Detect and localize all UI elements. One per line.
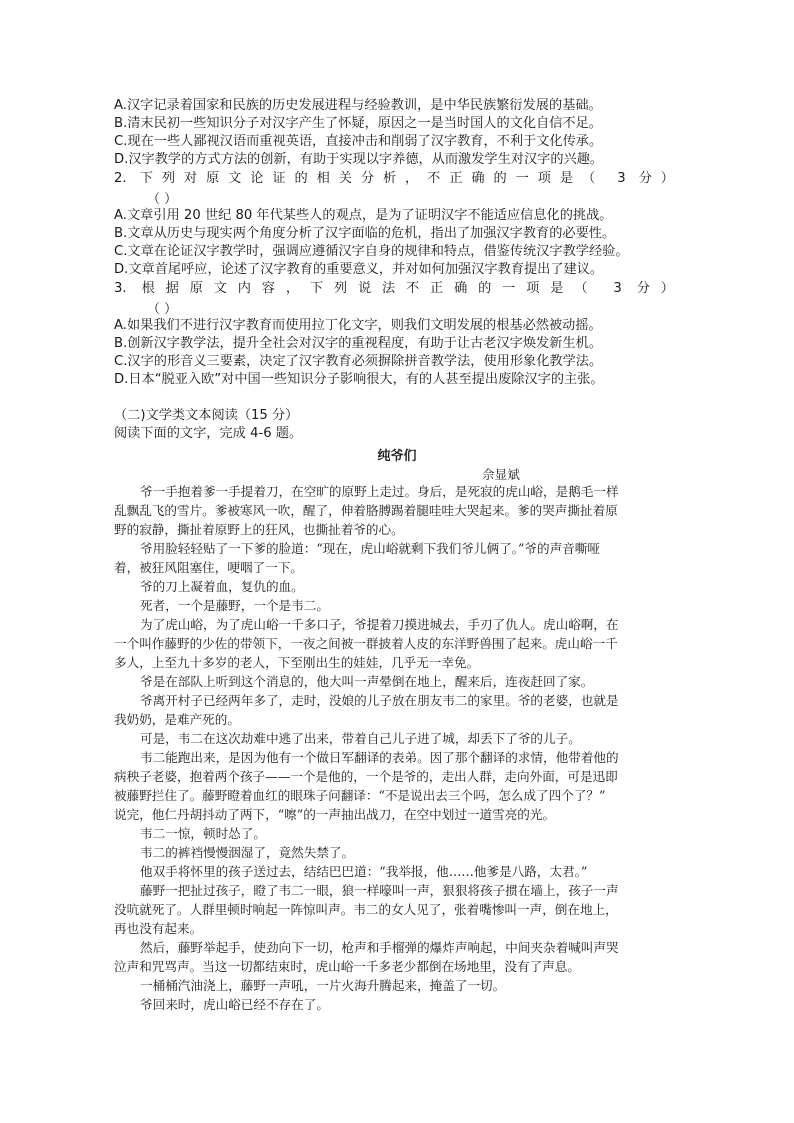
story-line: 爷回来时，虎山峪已经不存在了。 [140, 997, 329, 1012]
story-line: 一桶桶汽油浇上，藤野一声吼，一片火海升腾起来，掩盖了一切。 [140, 978, 506, 993]
story-line: 可是，韦二在这次劫难中逃了出来，带着自己儿子进了城，却丢下了爷的儿子。 [140, 731, 581, 746]
q1-option-a: A.汉字记录着国家和民族的历史发展进程与经验教训，是中华民族繁衍发展的基础。 [114, 98, 602, 113]
story-line: 他双手将怀里的孩子送过去，结结巴巴道：“我举报，他……他爹是八路，太君。” [140, 864, 588, 879]
story-line: 爷用脸轻轻贴了一下爹的脸道：“现在，虎山峪就剩下我们爷儿俩了。”爷的声音嘶哑 [140, 541, 600, 556]
story-author: 佘显斌 [482, 467, 520, 482]
q1-option-d: D.汉字教学的方式方法的创新，有助于实现以字养德，从而激发学生对汉字的兴趣。 [114, 152, 604, 167]
story-line: 死者，一个是藤野，一个是韦二。 [140, 598, 329, 613]
story-line: 然后，藤野举起手，使劲向下一切，枪声和手榴弹的爆炸声响起，中间夹杂着喊叫声哭 [140, 940, 619, 955]
story-line: 藤野一把扯过孩子，瞪了韦二一眼，狼一样嚎叫一声，狠狠将孩子掼在墙上，孩子一声 [140, 883, 619, 898]
story-line: 韦二一惊，顿时怂了。 [140, 826, 266, 841]
q3-answer-paren: （ ） [147, 302, 178, 317]
q3-option-a: A.如果我们不进行汉字教育而使用拉丁化文字，则我们文明发展的根基必然被动摇。 [114, 318, 602, 333]
story-line: 韦二能跑出来，是因为他有一个做日军翻译的表弟。因了那个翻译的求情，他带着他的 [140, 750, 619, 765]
story-line: 再也没有起来。 [114, 921, 203, 936]
story-line: 爷的刀上凝着血，复仇的血。 [140, 579, 304, 594]
q2-stem: 2. 下列对原文论证的相关分析，不正确的一项是（ 3 分） [114, 171, 674, 186]
section-instruction: 阅读下面的文字，完成 4-6 题。 [114, 426, 303, 441]
q2-answer-paren: （ ） [147, 192, 178, 207]
story-line: 病秧子老婆，抱着两个孩子——一个是他的，一个是爷的，走出人群，走向外面，可是迅即 [114, 769, 618, 784]
q3-option-d: D.日本“脱亚入欧”对中国一些知识分子影响很大，有的人甚至提出废除汉字的主张。 [114, 372, 604, 387]
story-line: 爷离开村子已经两年多了，走时，没娘的儿子放在朋友韦二的家里。爷的老婆，也就是 [140, 693, 619, 708]
story-line: 说完，他仁丹胡抖动了两下，“嚓”的一声抽出战刀，在空中划过一道雪亮的光。 [114, 807, 556, 822]
story-title: 纯爷们 [377, 449, 417, 464]
story-line: 乱飘乱飞的雪片。爹被寒风一吹，醒了，伸着胳膊踢着腿哇哇大哭起来。爹的哭声撕扯着原 [114, 503, 618, 518]
story-line: 多人，上至九十多岁的老人，下至刚出生的娃娃，几乎无一幸免。 [114, 655, 480, 670]
q2-option-d: D.文章首尾呼应，论述了汉字教育的重要意义，并对如何加强汉字教育提出了建议。 [114, 262, 604, 277]
story-line: 野的寂静，撕扯着原野上的狂风，也撕扯着爷的心。 [114, 522, 404, 537]
section-heading: （二)文学类文本阅读（15 分） [114, 408, 299, 423]
story-line: 爷一手抱着爹一手提着刀，在空旷的原野上走过。身后，是死寂的虎山峪，是鹅毛一样 [140, 484, 619, 499]
story-line: 泣声和咒骂声。当这一切都结束时，虎山峪一千多老少都倒在场地里，没有了声息。 [114, 959, 580, 974]
q1-option-c: C.现在一些人鄙视汉语而重视英语，直接冲击和削弱了汉字教育，不利于文化传承。 [114, 134, 603, 149]
story-line: 一个叫作藤野的少佐的带领下，一夜之间被一群披着人皮的东洋野兽围了起来。虎山峪一千 [114, 636, 618, 651]
story-line: 着，被狂风阻塞住，哽咽了一下。 [114, 560, 303, 575]
story-line: 被藤野拦住了。藤野瞪着血红的眼珠子问翻译：“不是说出去三个吗，怎么成了四个了？” [114, 788, 606, 803]
q2-option-b: B.文章从历史与现实两个角度分析了汉字面临的危机，指出了加强汉字教育的必要性。 [114, 226, 616, 241]
q3-stem: 3. 根据原文内容，下列说法不正确的一项是（ 3 分） [114, 281, 674, 296]
q2-option-a: A.文章引用 20 世纪 80 年代某些人的观点，是为了证明汉字不能适应信息化的挑战。 [114, 208, 613, 223]
q3-option-b: B.创新汉字教学法，提升全社会对汉字的重视程度，有助于让古老汉字焕发新生机。 [114, 336, 602, 351]
story-line: 爷是在部队上听到这个消息的，他大叫一声晕倒在地上，醒来后，连夜赶回了家。 [140, 674, 594, 689]
story-line: 我奶奶，是难产死的。 [114, 712, 240, 727]
q1-option-b: B.清末民初一些知识分子对汉字产生了怀疑，原因之一是当时国人的文化自信不足。 [114, 116, 602, 131]
story-line: 韦二的裤裆慢慢洇湿了，竟然失禁了。 [140, 845, 355, 860]
q3-option-c: C.汉字的形音义三要素，决定了汉字教育必须摒除拼音教学法，使用形象化教学法。 [114, 354, 603, 369]
q2-option-c: C.文章在论证汉字教学时，强调应遵循汉字自身的规律和特点，借鉴传统汉字教学经验。 [114, 244, 629, 259]
story-line: 没吭就死了。人群里顿时响起一阵惊叫声。韦二的女人见了，张着嘴惨叫一声，倒在地上， [114, 902, 618, 917]
story-line: 为了虎山峪，为了虎山峪一千多口子，爷提着刀摸进城去，手刃了仇人。虎山峪啊，在 [140, 617, 619, 632]
